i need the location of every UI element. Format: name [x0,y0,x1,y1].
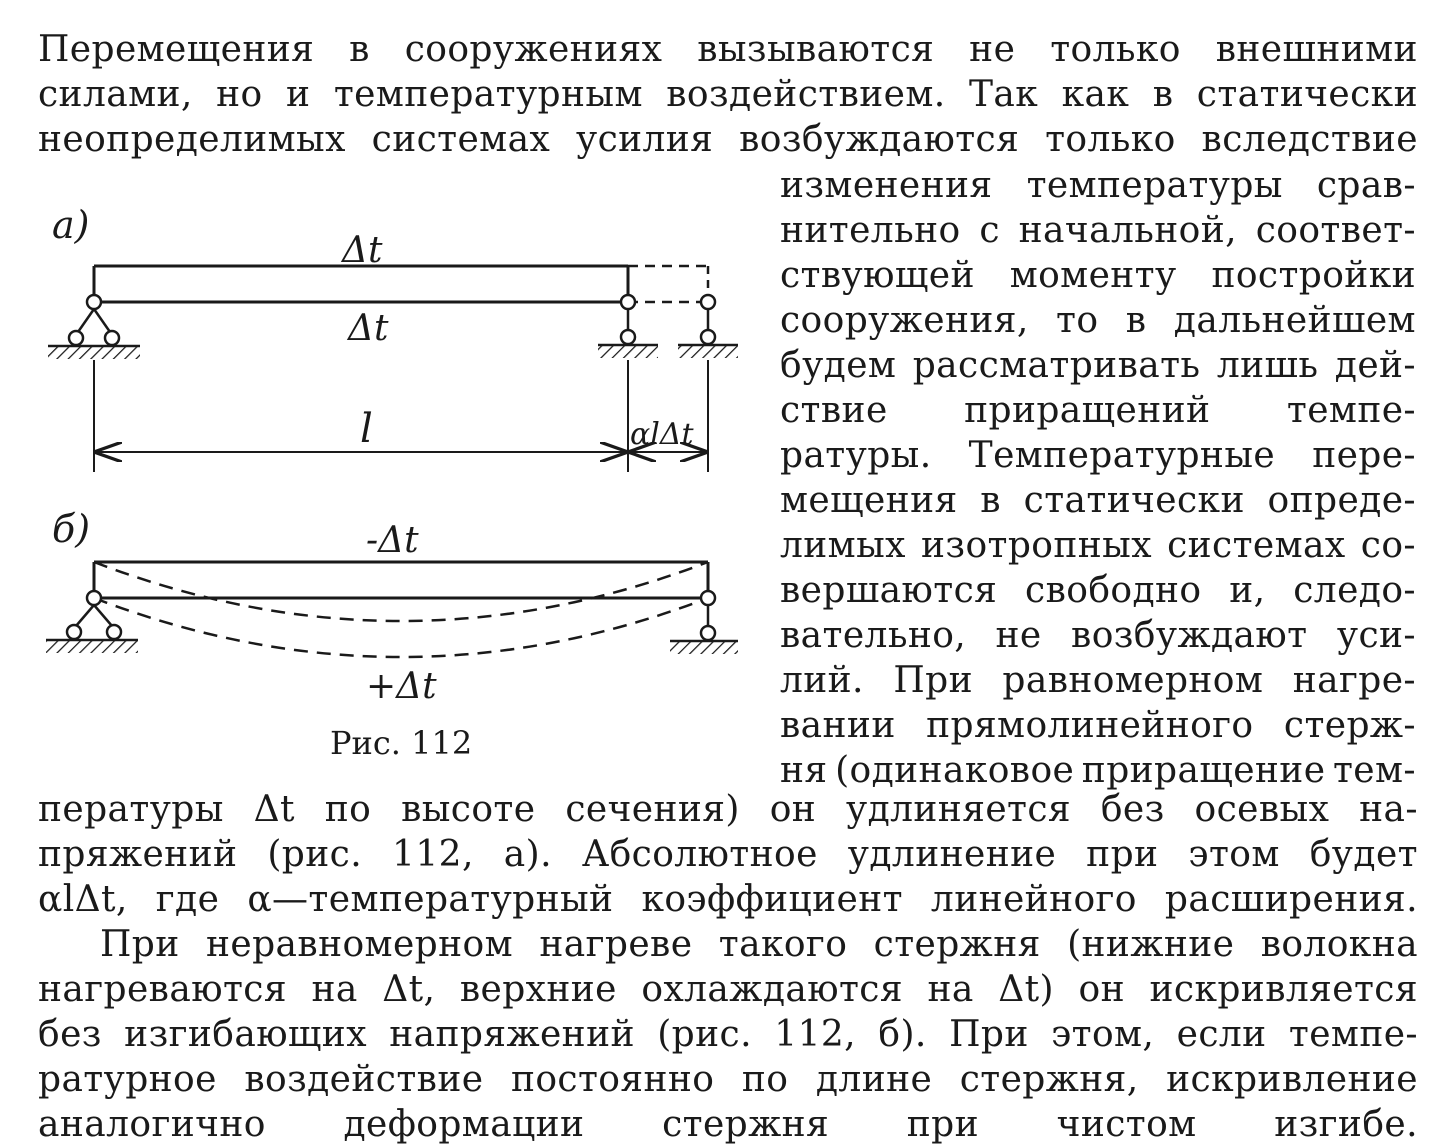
wrapped-line: лимых изотропных системах со- [780,525,1416,566]
panel-a-top-temp: Δt [342,230,383,271]
wrapped-line: ствие приращений темпе- [780,390,1416,431]
pin-support-left-b [46,591,138,653]
roller-support-displaced-a [678,295,738,358]
deflected-top-fiber [94,562,708,621]
full-line: без изгибающих напряжений (рис. 112, б). При этом, если темпе- [38,1014,1418,1055]
length-label: l [360,406,373,452]
wrapped-line: вершаются свободно и, следо- [780,570,1416,611]
intro-line-3: неопределимых системах усилия возбуждаются только вследствие [38,119,1418,160]
panel-b-label: б) [52,507,91,551]
full-line: αlΔt, где α—температурный коэффициент линейного расширения. [38,879,1418,920]
figure-caption: Рис. 112 [330,724,473,762]
intro-line-2: силами, но и температурным воздействием. Так как в статически [38,74,1418,115]
panel-b [46,507,738,707]
full-line: нагреваются на Δt, верхние охлаждаются на Δt) он искривляется [38,969,1418,1010]
wrapped-line: вательно, не возбуждают уси- [780,615,1416,656]
intro-line-1: Перемещения в сооружениях вызываются не только внешними [38,29,1418,70]
panel-b-top-temp: -Δt [366,520,419,561]
full-line: При неравномерном нагреве такого стержня (нижние волокна [100,924,1418,965]
full-line: пературы Δt по высоте сечения) он удлиняется без осевых на- [38,789,1418,830]
wrapped-line: лий. При равномерном нагре- [780,660,1416,701]
roller-support-right-a [598,295,658,358]
panel-a [48,203,738,472]
wrapped-line: ствующей моменту постройки [780,255,1416,296]
panel-a-label: а) [52,203,90,247]
wrapped-line: вании прямолинейного стерж- [780,705,1416,746]
wrapped-line: мещения в статически опреде- [780,480,1416,521]
full-line: ратурное воздействие постоянно по длине стержня, искривление [38,1059,1418,1100]
wrapped-line: изменения температуры срав- [780,165,1416,206]
full-line: аналогично деформации стержня при чистом изгибе. [38,1104,1418,1145]
roller-support-right-b [670,591,738,654]
wrapped-line: ратуры. Температурные пере- [780,435,1416,476]
wrapped-line: нительно с начальной, соответ- [780,210,1416,251]
pin-support-left-a [48,295,140,359]
figure-112 [30,170,770,770]
elongation-label: αlΔt [630,417,694,452]
panel-a-bottom-temp: Δt [348,308,389,349]
full-line: пряжений (рис. 112, а). Абсолютное удлинение при этом будет [38,834,1418,875]
deflected-bottom-fiber [94,598,708,657]
wrapped-line: ня (одинаковое приращение тем- [780,750,1416,791]
panel-b-bottom-temp: +Δt [366,666,437,707]
wrapped-line: сооружения, то в дальнейшем [780,300,1416,341]
wrapped-line: будем рассматривать лишь дей- [780,345,1416,386]
